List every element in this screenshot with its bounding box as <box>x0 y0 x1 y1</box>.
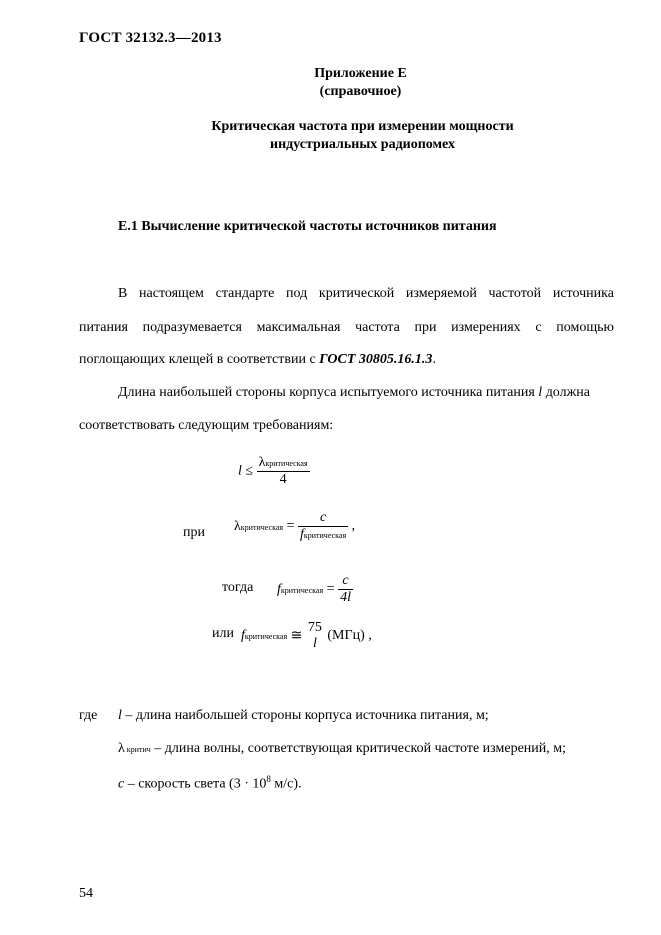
lambda-symbol: λ <box>258 455 266 470</box>
word: помощью <box>556 320 614 335</box>
paragraph-1-line-2 <box>79 320 614 336</box>
subscript: критическая <box>244 632 288 641</box>
superscript: 8 <box>266 774 271 784</box>
word: подразумевается <box>142 320 242 335</box>
appendix-title: Приложение Е <box>314 66 407 81</box>
variable-l: l <box>118 708 122 723</box>
standard-reference-link: ГОСТ 30805.16.1.3 <box>319 352 433 367</box>
numerator: 75 <box>307 620 322 635</box>
word: максимальная <box>256 320 341 335</box>
standard-number: ГОСТ 32132.3—2013 <box>79 30 222 46</box>
formula-4-prefix: или <box>212 626 234 641</box>
word: с <box>535 320 542 335</box>
unit: (МГц) , <box>327 628 372 643</box>
fraction <box>257 455 310 488</box>
equals-sign: = <box>286 518 295 534</box>
paragraph-1-line-3 <box>79 352 436 368</box>
formula-3-prefix: тогда <box>222 580 254 595</box>
word: источника <box>552 286 614 301</box>
formula-4 <box>241 620 372 652</box>
paragraph-1-line-1 <box>79 286 614 302</box>
word: критической <box>318 286 395 301</box>
paragraph-2-line-2: соответствовать следующим требованиям: <box>79 418 334 433</box>
appendix-status: (справочное) <box>319 84 402 99</box>
lambda-symbol: λ <box>118 741 125 756</box>
f-symbol: f <box>277 581 281 597</box>
where-label: где <box>79 708 98 723</box>
text: м/с). <box>270 776 302 792</box>
section-heading: Е.1 Вычисление критической частоты источников питания <box>118 219 497 234</box>
subscript: критическая <box>265 459 308 468</box>
text: Длина наибольшей стороны корпуса испытуемого источника питания <box>118 385 539 400</box>
word: частотой <box>488 286 542 301</box>
text: поглощающих клещей в соответствии с <box>79 352 320 367</box>
page-number: 54 <box>79 886 93 901</box>
formula-2-prefix: при <box>183 525 205 540</box>
variable-c: c <box>118 776 125 792</box>
formula-3 <box>277 573 353 606</box>
approx-equals-sign: ≅ <box>290 628 303 644</box>
fraction <box>306 620 324 652</box>
comma: , <box>351 518 356 534</box>
text: – длина наибольшей стороны корпуса источника питания, м; <box>121 708 489 723</box>
formula-1 <box>238 455 310 488</box>
word: измеряемой <box>405 286 477 301</box>
text: . <box>432 352 436 367</box>
definition-c <box>118 774 302 793</box>
denominator: l <box>312 636 317 651</box>
text: – длина волны, соответствующая критической частоте измерений, м; <box>150 741 567 756</box>
word: при <box>414 320 437 335</box>
variable-l: l <box>538 385 543 400</box>
word: настоящем <box>139 286 204 301</box>
definition-lambda <box>118 741 566 757</box>
word: В <box>118 286 128 301</box>
subscript: критич <box>124 745 151 754</box>
fraction <box>338 573 353 606</box>
word: стандарте <box>215 286 275 301</box>
denominator: 4l <box>340 590 351 605</box>
subscript: критическая <box>303 531 347 540</box>
f-symbol: f <box>299 527 304 542</box>
text: должна <box>542 385 590 400</box>
f-symbol: f <box>241 628 245 643</box>
denominator: 4 <box>279 472 287 487</box>
word: питания <box>79 320 128 335</box>
word: частота <box>355 320 400 335</box>
word: измерениях <box>451 320 521 335</box>
word: под <box>286 286 308 301</box>
subscript: критическая <box>280 585 324 595</box>
numerator: c <box>298 510 348 527</box>
document-title-line-1: Критическая частота при измерении мощности <box>211 119 514 134</box>
lambda-symbol: λ <box>234 518 241 534</box>
subscript: критическая <box>240 522 284 532</box>
numerator: c <box>338 573 353 590</box>
formula-2 <box>234 510 355 543</box>
paragraph-2-line-1 <box>118 385 590 401</box>
text: – скорость света (3 · 10 <box>124 776 267 792</box>
document-title-line-2: индустриальных радиопомех <box>270 137 455 152</box>
formula-lhs: l ≤ <box>238 463 254 479</box>
definition-l <box>118 708 489 724</box>
fraction <box>298 510 348 543</box>
equals-sign: = <box>326 581 335 597</box>
